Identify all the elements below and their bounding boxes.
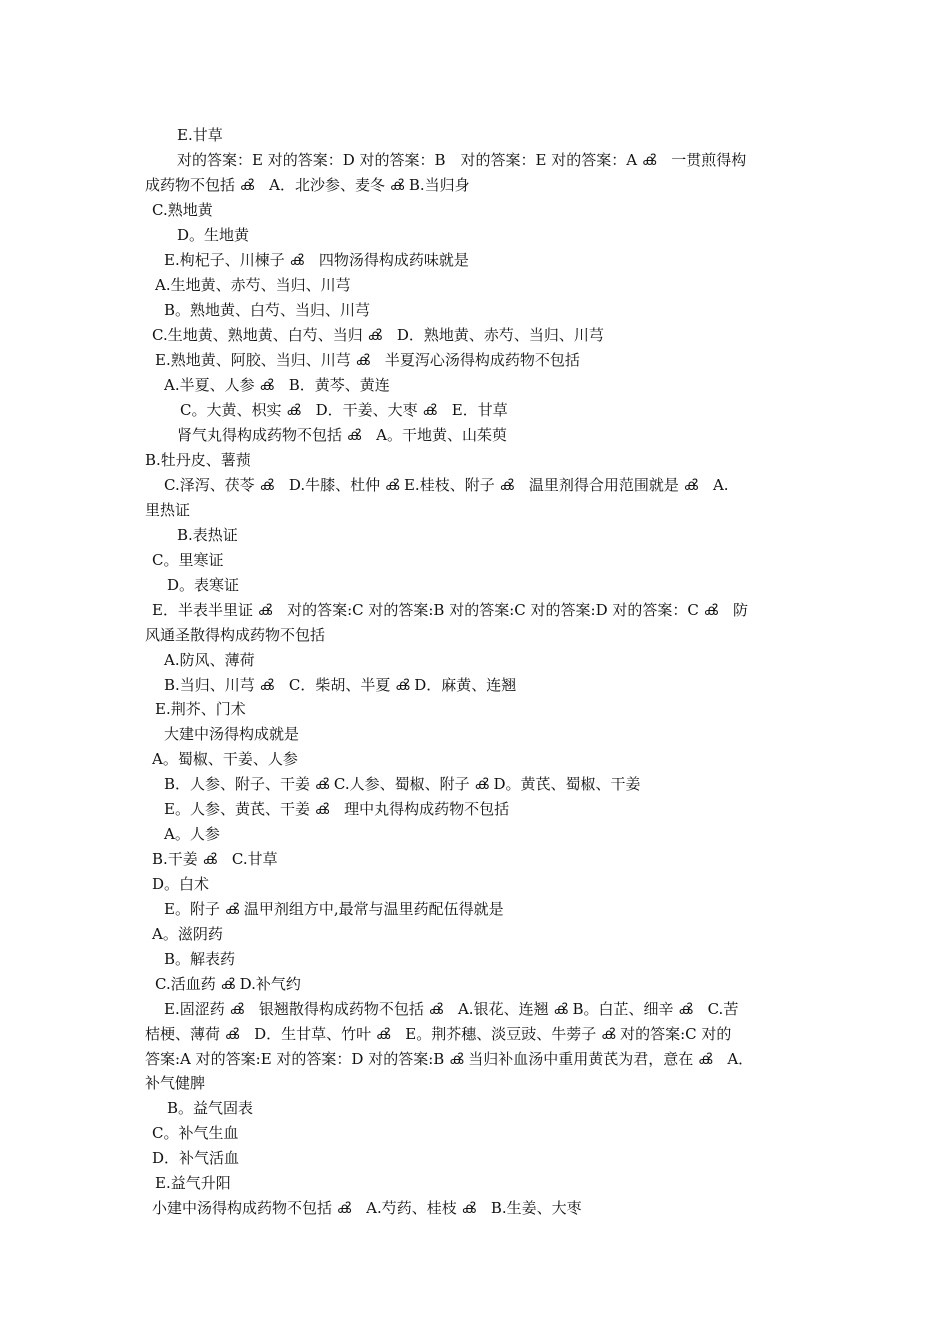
- text-line: 风通圣散得构成药物不包括: [145, 626, 326, 644]
- text-line: A.防风、薄荷: [164, 651, 255, 669]
- text-line: A。人参: [164, 825, 220, 843]
- text-line: C.生地黄、熟地黄、白芍、当归 ൿ D．熟地黄、赤芍、当归、川芎: [152, 326, 604, 344]
- text-line: 桔梗、薄荷 ൿ D．生甘草、竹叶 ൿ E。荆芥穗、淡豆豉、牛蒡子 ൿ 对的答案:C 对的: [145, 1025, 732, 1043]
- text-line: 补气健脾: [145, 1074, 206, 1092]
- text-line: B.表热证: [177, 526, 238, 544]
- text-line: B．人参、附子、干姜 ൿ C.人参、蜀椒、附子 ൿ D。黄芪、蜀椒、干姜: [164, 775, 641, 793]
- text-line: E.益气升阳: [155, 1174, 231, 1192]
- text-line: A。滋阴药: [152, 925, 223, 943]
- text-line: B.牡丹皮、薯蓣: [145, 451, 251, 469]
- text-line: E.甘草: [177, 126, 223, 144]
- text-line: E.固涩药 ൿ 银翘散得构成药物不包括 ൿ A.银花、连翘 ൿ B。白芷、细辛 ൿ C.苦: [164, 1000, 739, 1018]
- text-line: C.活血药 ൿ D.补气约: [155, 975, 301, 993]
- text-line: C。大黄、枳实 ൿ D．干姜、大枣 ൿ E．甘草: [180, 401, 508, 419]
- text-line: E.枸杞子、川楝子 ൿ 四物汤得构成药味就是: [164, 251, 469, 269]
- text-line: D。生地黄: [177, 226, 250, 244]
- text-line: C.熟地黄: [152, 201, 213, 219]
- text-line: 小建中汤得构成药物不包括 ൿ A.芍药、桂枝 ൿ B.生姜、大枣: [152, 1199, 582, 1217]
- text-line: E。人参、黄芪、干姜 ൿ 理中丸得构成药物不包括: [164, 800, 510, 818]
- text-line: 成药物不包括 ൿ A．北沙参、麦冬 ൿ B.当归身: [145, 176, 470, 194]
- text-line: B。熟地黄、白芍、当归、川芎: [164, 301, 371, 319]
- text-line: E。附子 ൿ 温甲剂组方中,最常与温里药配伍得就是: [164, 900, 504, 918]
- text-line: A.生地黄、赤芍、当归、川芎: [155, 276, 351, 294]
- text-line: D。白术: [152, 875, 210, 893]
- text-line: 肾气丸得构成药物不包括 ൿ A。干地黄、山茱萸: [177, 426, 507, 444]
- text-line: 对的答案：E 对的答案：D 对的答案：B 对的答案：E 对的答案：A ൿ 一贯煎得构: [177, 151, 747, 169]
- text-line: E.熟地黄、阿胶、当归、川芎 ൿ 半夏泻心汤得构成药物不包括: [155, 351, 580, 369]
- text-line: 答案:A 对的答案:E 对的答案：D 对的答案:B ൿ 当归补血汤中重用黄芪为君，意在 ൿ A．: [145, 1050, 754, 1068]
- text-line: B.干姜 ൿ C.甘草: [152, 850, 278, 868]
- text-line: C。里寒证: [152, 551, 224, 569]
- text-line: C。补气生血: [152, 1124, 239, 1142]
- text-line: A。蜀椒、干姜、人参: [152, 750, 298, 768]
- text-line: C.泽泻、茯苓 ൿ D.牛膝、杜仲 ൿ E.桂枝、附子 ൿ 温里剂得合用范围就是 ൿ A.: [164, 476, 729, 494]
- text-line: D．补气活血: [152, 1149, 240, 1167]
- text-line: B。解表药: [164, 950, 236, 968]
- text-line: D。表寒证: [167, 576, 240, 594]
- text-line: A.半夏、人参 ൿ B．黄芩、黄连: [164, 376, 390, 394]
- text-line: E．半表半里证 ൿ 对的答案:C 对的答案:B 对的答案:C 对的答案:D 对的答案：C ൿ 防: [152, 601, 748, 619]
- text-line: 里热证: [145, 501, 191, 519]
- text-line: B。益气固表: [167, 1099, 254, 1117]
- text-line: E.荆芥、门术: [155, 700, 246, 718]
- text-line: 大建中汤得构成就是: [164, 725, 300, 743]
- text-line: B.当归、川芎 ൿ C．柴胡、半夏 ൿ D．麻黄、连翘: [164, 676, 517, 694]
